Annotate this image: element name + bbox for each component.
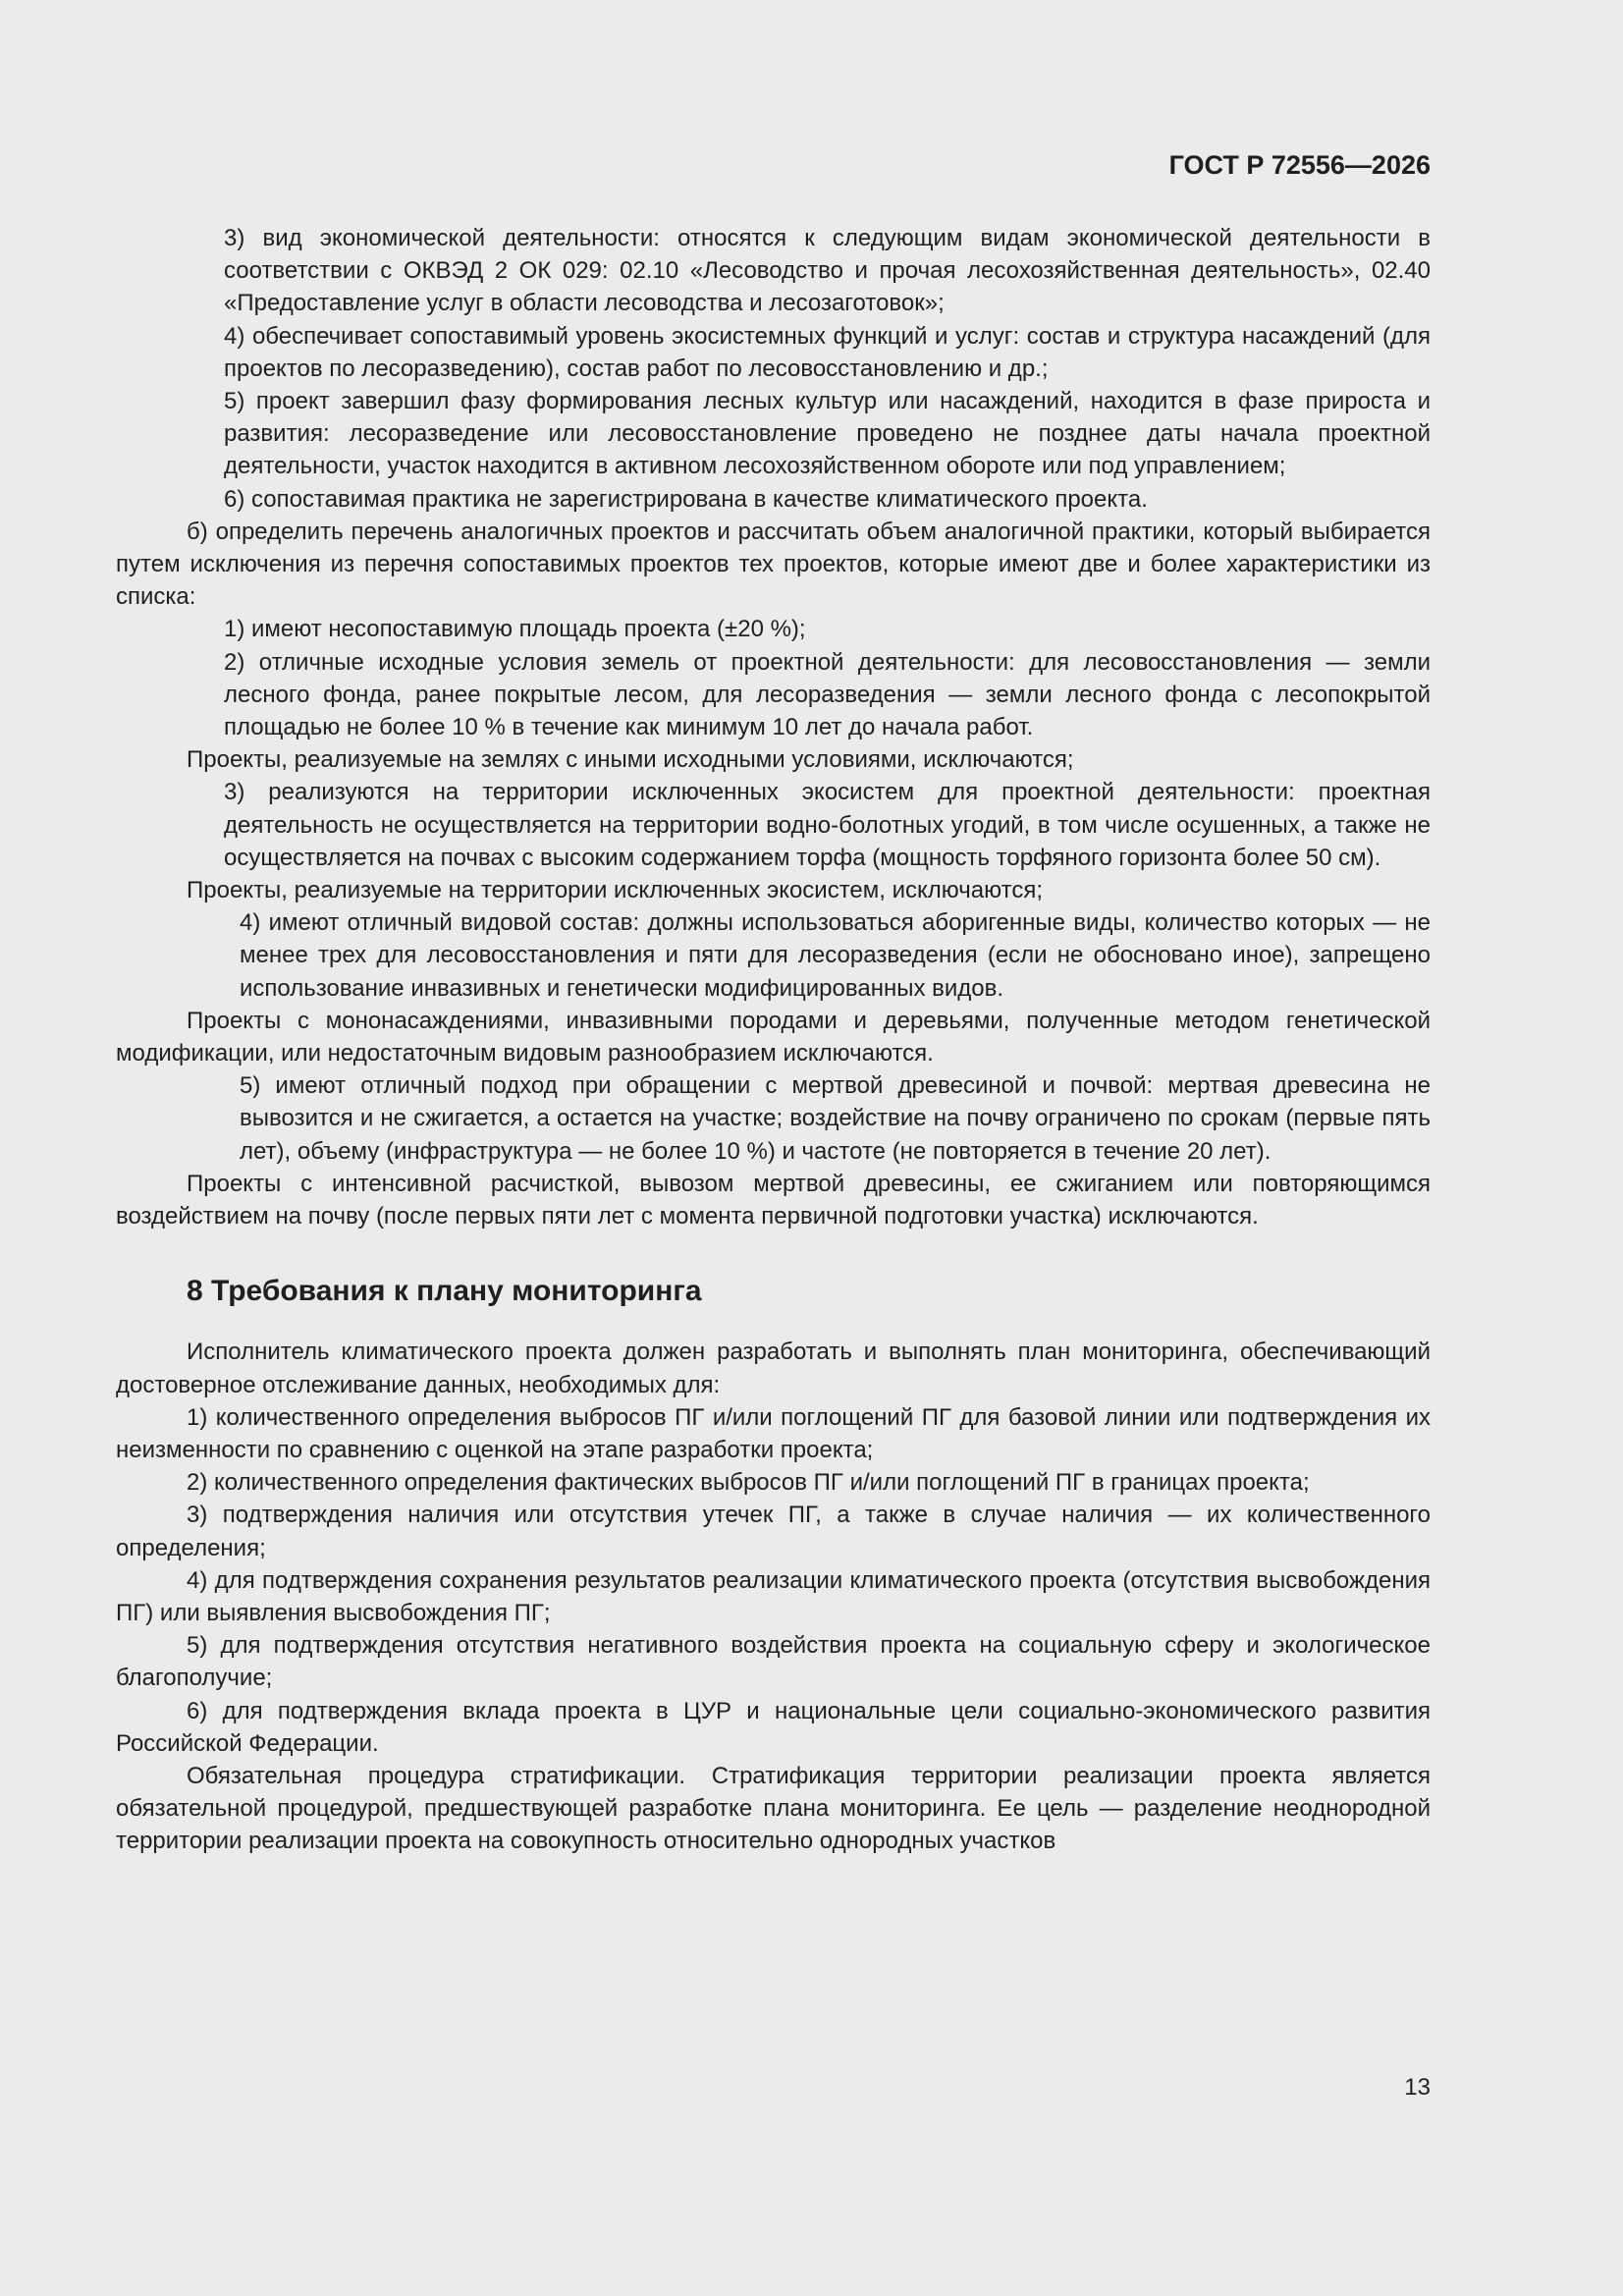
list-item: 1) количественного определения выбросов ПГ и/или поглощений ПГ для базовой линии или подтверждения их неизменности по сравнению с оценкой на этапе разработки проекта; [116,1403,1431,1463]
paragraph: Проекты с интенсивной расчисткой, вывозом мертвой древесины, ее сжиганием или повторяющимся воздействием на почву (после первых пяти лет с момента первичной подготовки участка) исключаются. [116,1170,1431,1230]
paragraph: Проекты, реализуемые на территории исключенных экосистем, исключаются; [187,877,1043,904]
paragraph: Обязательная процедура стратификации. Стратификация территории реализации проекта является обязательной процедурой, предшествующей разработке плана мониторинга. Ее цель — разделение неоднородной территории реализации проекта на совокупность относительно однородных участков [116,1762,1431,1855]
spacer [116,1232,1431,1272]
document-body [116,222,1431,1858]
page-number: 13 [1404,2074,1431,2101]
list-item: 4) обеспечивает сопоставимый уровень экосистемных функций и услуг: состав и структура насаждений (для проектов по лесоразведению), состав работ по лесовосстановлению и др.; [224,322,1431,382]
list-item: 5) проект завершил фазу формирования лесных культур или насаждений, находится в фазе прироста и развития: лесоразведение или лесовосстановление проведено не позднее даты начала проектной деятельности, участок находится в активном лесохозяйственном обороте или под управлением; [224,388,1431,480]
page-header-standard-id: ГОСТ Р 72556—2026 [1168,150,1431,180]
list-item: 4) имеют отличный видовой состав: должны использоваться аборигенные виды, количество которых — не менее трех для лесовосстановления и пяти для лесоразведения (если не обосновано иное), запрещено использование инвазивных и генетически модифицированных видов. [240,909,1431,1002]
spacer [116,1311,1431,1336]
list-item: 5) имеют отличный подход при обращении с мертвой древесиной и почвой: мертвая древесина не вывозится и не сжигается, а остается на участке; воздействие на почву ограничено по срокам (первые пять лет), объему (инфраструктура — не более 10 %) и частоте (не повторяется в течение 20 лет). [240,1072,1431,1165]
paragraph: Проекты, реализуемые на землях с иными исходными условиями, исключаются; [187,746,1074,774]
list-item: 3) вид экономической деятельности: относятся к следующим видам экономической деятельности в соответствии с ОКВЭД 2 ОК 029: 02.10 «Лесоводство и прочая лесохозяйственная деятельность», 02.40 «Предоставление услуг в области лесоводства и лесозаготовок»; [224,225,1431,317]
list-item: 1) имеют несопоставимую площадь проекта (±20 %); [224,616,806,643]
paragraph: б) определить перечень аналогичных проектов и рассчитать объем аналогичной практики, который выбирается путем исключения из перечня сопоставимых проектов тех проектов, которые имеют две и более характеристики из списка: [116,518,1431,611]
list-item: 5) для подтверждения отсутствия негативного воздействия проекта на социальную сферу и экологическое благополучие; [116,1632,1431,1692]
list-item: 2) отличные исходные условия земель от проектной деятельности: для лесовосстановления — земли лесного фонда, ранее покрытые лесом, для лесоразведения — земли лесного фонда с лесопокрытой площадью не более 10 % в течение как минимум 10 лет до начала работ. [224,648,1431,741]
section-heading: 8 Требования к плану мониторинга [187,1275,702,1308]
list-item: 6) сопоставимая практика не зарегистрирована в качестве климатического проекта. [224,485,1148,513]
list-item: 3) реализуются на территории исключенных экосистем для проектной деятельности: проектная деятельность не осуществляется на территории водно-болотных угодий, в том числе осушенных, а также не осуществляется на почвах с высоким содержанием торфа (мощность торфяного горизонта более 50 см). [224,779,1431,871]
list-item: 2) количественного определения фактических выбросов ПГ и/или поглощений ПГ в границах проекта; [187,1469,1310,1497]
list-item: 3) подтверждения наличия или отсутствия утечек ПГ, а также в случае наличия — их количественного определения; [116,1502,1431,1561]
list-item: 6) для подтверждения вклада проекта в ЦУР и национальные цели социально-экономического развития Российской Федерации. [116,1697,1431,1757]
list-item: 4) для подтверждения сохранения результатов реализации климатического проекта (отсутствия высвобождения ПГ) или выявления высвобождения ПГ; [116,1566,1431,1626]
paragraph: Проекты с мононасаждениями, инвазивными породами и деревьями, полученные методом генетической модификации, или недостаточным видовым разнообразием исключаются. [116,1007,1431,1067]
paragraph: Исполнитель климатического проекта должен разработать и выполнять план мониторинга, обеспечивающий достоверное отслеживание данных, необходимых для: [116,1339,1431,1398]
